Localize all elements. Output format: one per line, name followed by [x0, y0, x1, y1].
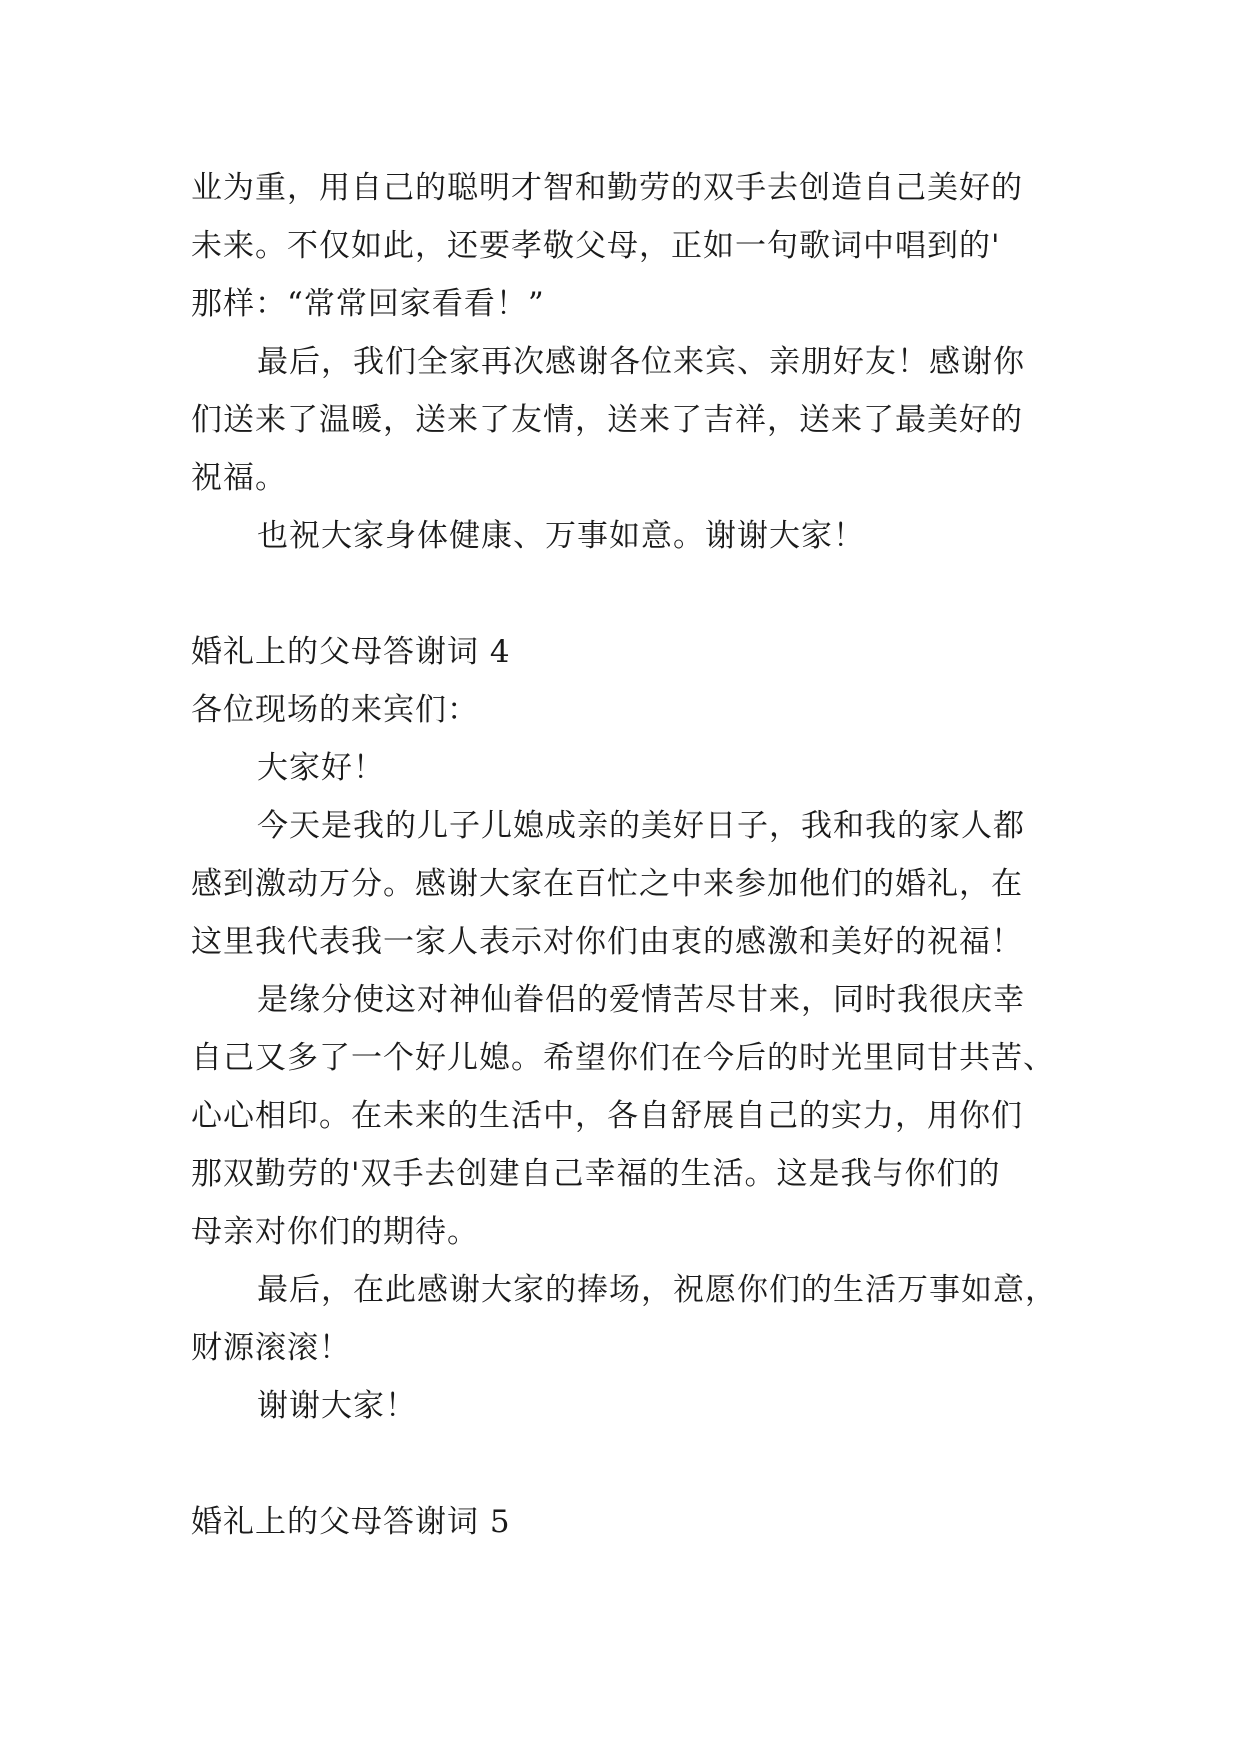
paragraph-line: 未来。不仅如此，还要孝敬父母，正如一句歌词中唱到的' [191, 228, 1001, 264]
paragraph-line: 心心相印。在未来的生活中，各自舒展自己的实力，用你们 [191, 1098, 1023, 1134]
paragraph-line: 那双勤劳的'双手去创建自己幸福的生活。这是我与你们的 [191, 1156, 1001, 1192]
salutation-line: 各位现场的来宾们： [191, 692, 479, 728]
paragraph-line: 祝福。 [191, 460, 287, 496]
paragraph-line: 是缘分使这对神仙眷侣的爱情苦尽甘来，同时我很庆幸 [257, 982, 1025, 1018]
paragraph-line: 今天是我的儿子儿媳成亲的美好日子，我和我的家人都 [257, 808, 1025, 844]
paragraph-line: 感到激动万分。感谢大家在百忙之中来参加他们的婚礼，在 [191, 866, 1023, 902]
paragraph-line: 这里我代表我一家人表示对你们由衷的感激和美好的祝福！ [191, 924, 1023, 960]
paragraph-line: 业为重，用自己的聪明才智和勤劳的双手去创造自己美好的 [191, 170, 1023, 206]
paragraph-line: 们送来了温暖，送来了友情，送来了吉祥，送来了最美好的 [191, 402, 1023, 438]
closing-line: 谢谢大家！ [257, 1388, 417, 1424]
paragraph-line: 母亲对你们的期待。 [191, 1214, 479, 1250]
paragraph-line: 那样：“常常回家看看！” [191, 286, 545, 322]
paragraph-line: 最后，我们全家再次感谢各位来宾、亲朋好友！感谢你 [257, 344, 1025, 380]
section-heading: 婚礼上的父母答谢词 4 [191, 634, 511, 670]
paragraph-line: 最后，在此感谢大家的捧场，祝愿你们的生活万事如意， [257, 1272, 1057, 1308]
paragraph-line: 财源滚滚！ [191, 1330, 351, 1366]
paragraph-line: 自己又多了一个好儿媳。希望你们在今后的时光里同甘共苦、 [191, 1040, 1055, 1076]
paragraph-line: 也祝大家身体健康、万事如意。谢谢大家！ [257, 518, 865, 554]
section-heading: 婚礼上的父母答谢词 5 [191, 1504, 511, 1540]
greeting-line: 大家好！ [257, 750, 385, 786]
